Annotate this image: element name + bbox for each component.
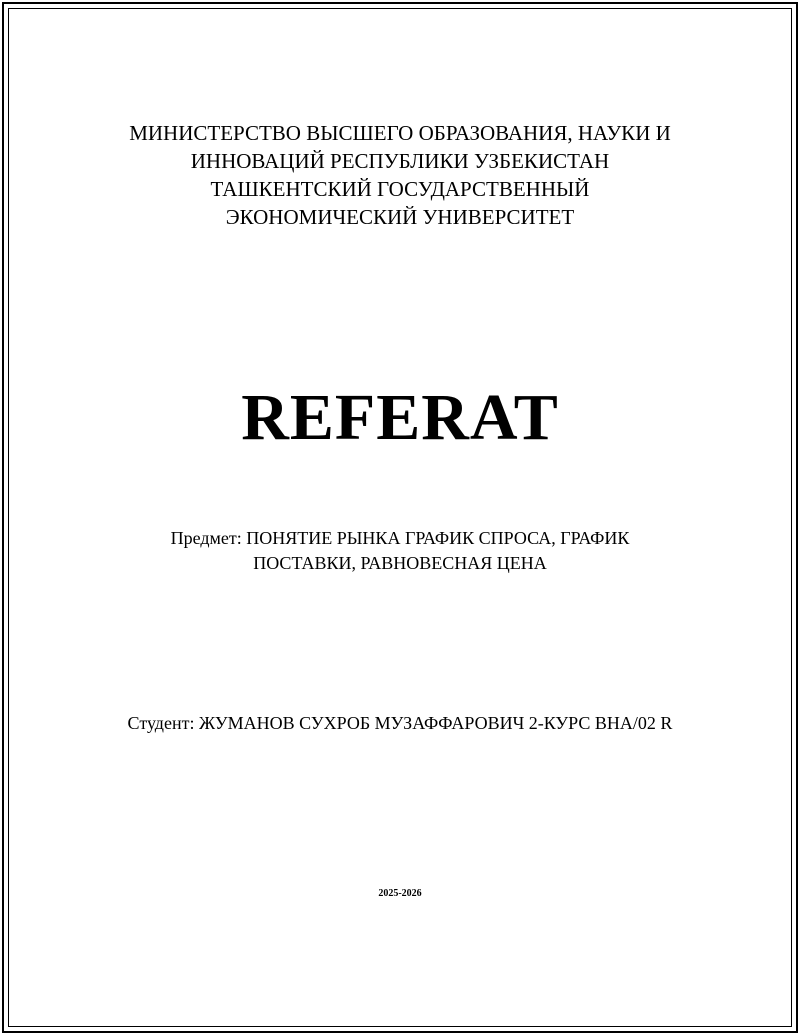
document-title: REFERAT: [241, 381, 559, 454]
university-line-1: ТАШКЕНТСКИЙ ГОСУДАРСТВЕННЫЙ: [210, 177, 590, 201]
ministry-line-2: ИННОВАЦИЙ РЕСПУБЛИКИ УЗБЕКИСТАН: [190, 149, 610, 173]
university-line-2: ЭКОНОМИЧЕСКИЙ УНИВЕРСИТЕТ: [225, 205, 575, 229]
subject-line-1: Предмет: ПОНЯТИЕ РЫНКА ГРАФИК СПРОСА, ГРАФИК: [170, 528, 630, 548]
ministry-line-1: МИНИСТЕРСТВО ВЫСШЕГО ОБРАЗОВАНИЯ, НАУКИ И: [129, 121, 671, 145]
academic-year: 2025-2026: [378, 888, 422, 899]
subject-line-2: ПОСТАВКИ, РАВНОВЕСНАЯ ЦЕНА: [253, 553, 547, 573]
student-info: Студент: ЖУМАНОВ СУХРОБ МУЗАФФАРОВИЧ 2-КУРС ВНА/02 R: [127, 713, 673, 733]
